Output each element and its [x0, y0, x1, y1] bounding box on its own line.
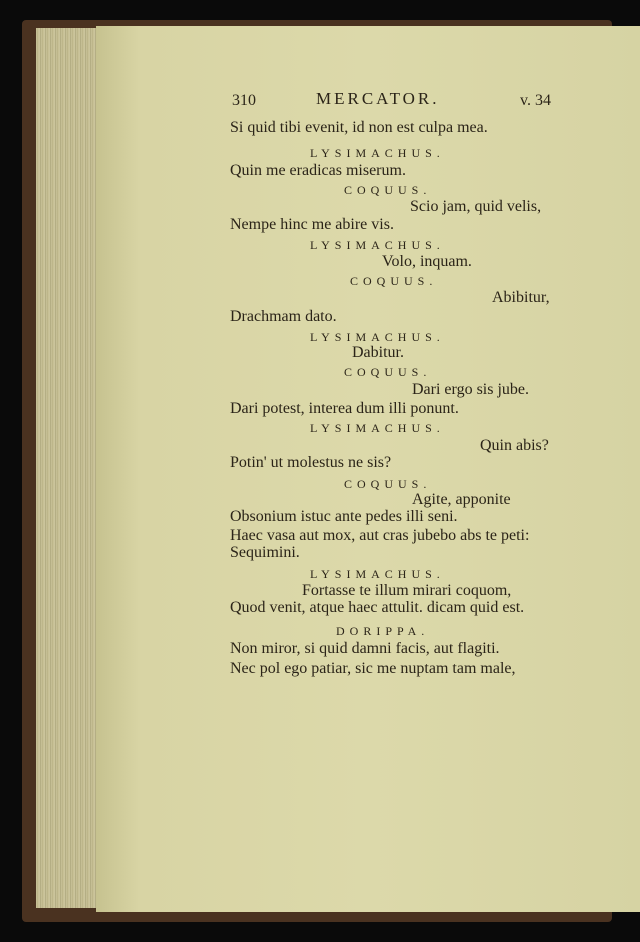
speaker-name: COQUUS. [350, 274, 438, 288]
verse-line: Fortasse te illum mirari coquom, [302, 582, 512, 599]
verse-line: Obsonium istuc ante pedes illi seni. [230, 508, 458, 525]
speaker-name: DORIPPA. [336, 624, 430, 638]
speaker-name: LYSIMACHUS. [310, 238, 445, 252]
book-page [96, 26, 640, 912]
verse-line: Nec pol ego patiar, sic me nuptam tam male, [230, 660, 516, 677]
verse-line: Quin me eradicas miserum. [230, 162, 406, 179]
speaker-name: LYSIMACHUS. [310, 146, 445, 160]
speaker-name: LYSIMACHUS. [310, 567, 445, 581]
speaker-name: LYSIMACHUS. [310, 421, 445, 435]
verse-line: Abibitur, [492, 289, 550, 306]
verse-line: Haec vasa aut mox, aut cras jubebo abs te peti: [230, 527, 530, 544]
verse-line: Non miror, si quid damni facis, aut flagiti. [230, 640, 500, 657]
speaker-name: COQUUS. [344, 477, 432, 491]
speaker-name: COQUUS. [344, 183, 432, 197]
verse-line: Volo, inquam. [382, 253, 472, 270]
verse-line: Scio jam, quid velis, [410, 198, 542, 215]
verse-line: Dabitur. [352, 344, 404, 361]
verse-line: Nempe hinc me abire vis. [230, 216, 394, 233]
verse-line: Dari potest, interea dum illi ponunt. [230, 400, 459, 417]
verse-line: Potin' ut molestus ne sis? [230, 454, 392, 471]
verse-line: Sequimini. [230, 544, 300, 561]
speaker-name: LYSIMACHUS. [310, 330, 445, 344]
verse-number: v. 34 [520, 92, 551, 109]
running-title: MERCATOR. [316, 89, 440, 108]
verse-line: Agite, apponite [412, 491, 511, 508]
speaker-name: COQUUS. [344, 365, 432, 379]
verse-line: Dari ergo sis jube. [412, 381, 530, 398]
verse-line: Drachmam dato. [230, 308, 337, 325]
verse-line: Quin abis? [480, 437, 549, 454]
page-number: 310 [232, 92, 256, 109]
verse-line: Si quid tibi evenit, id non est culpa mea. [230, 119, 488, 136]
verse-line: Quod venit, atque haec attulit. dicam quid est. [230, 599, 525, 616]
